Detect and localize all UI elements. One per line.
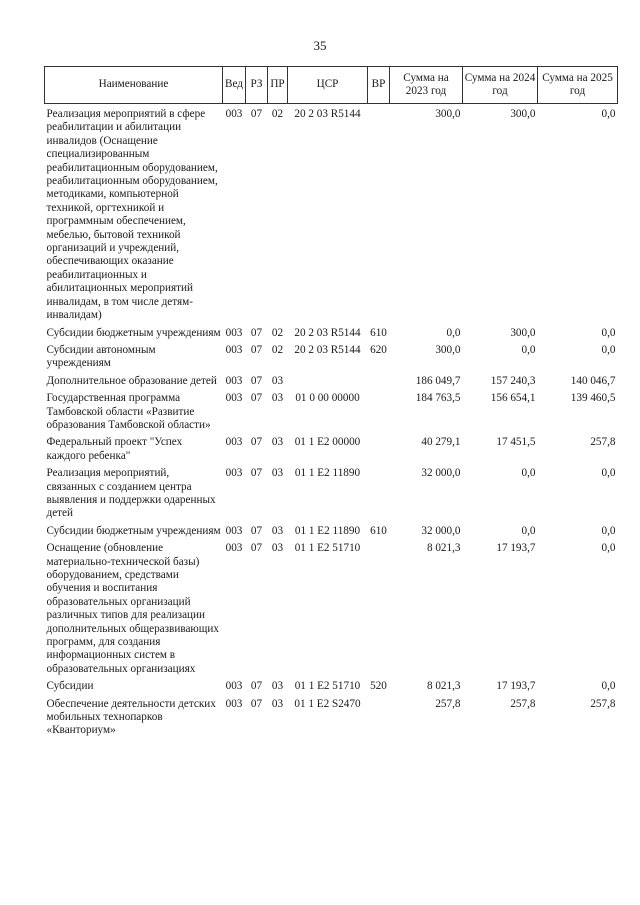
cell-csr: 20 2 03 R5144 (294, 108, 361, 120)
cell-ved: 003 (225, 326, 243, 339)
table-body (45, 104, 618, 742)
cell-sum-2024: 257,8 (510, 697, 536, 710)
budget-table (44, 66, 618, 742)
cell-sum-2024: 156 654,1 (490, 392, 536, 405)
table-row (45, 375, 618, 392)
cell-name: Оснащение (обновление материально-технической базы) оборудованием, средствами обучения и воспитания образовательных организаций различных типов для реализации дополнительных общеразвивающих программ, для создания информационных систем в образовательных организациях (46, 542, 219, 675)
header-rz: РЗ (246, 67, 268, 104)
cell-pr: 03 (271, 524, 284, 537)
cell-pr: 02 (271, 108, 284, 120)
cell-sum-2025: 257,8 (590, 436, 616, 449)
table-row (45, 467, 618, 525)
cell-name: Субсидии (46, 680, 94, 693)
table-row (45, 392, 618, 436)
cell-sum-2024: 17 451,5 (496, 436, 536, 449)
cell-rz: 07 (250, 436, 263, 449)
cell-rz: 07 (250, 524, 263, 537)
cell-vr (368, 467, 390, 525)
cell-sum-2024: 300,0 (510, 108, 536, 120)
table-row (45, 525, 618, 542)
cell-sum-2023: 8 021,3 (426, 542, 461, 555)
cell-ved: 003 (225, 467, 243, 480)
cell-ved: 003 (225, 108, 243, 120)
cell-ved: 003 (225, 374, 243, 387)
page-number: 35 (313, 38, 327, 53)
cell-rz: 07 (250, 374, 263, 387)
cell-sum-2023: 32 000,0 (421, 467, 461, 480)
cell-vr (368, 698, 390, 742)
cell-csr: 01 1 E2 00000 (294, 436, 361, 449)
cell-sum-2025: 0,0 (601, 343, 616, 356)
cell-rz: 07 (250, 108, 263, 120)
cell-sum-2025: 0,0 (601, 542, 616, 555)
cell-vr (368, 392, 390, 436)
cell-sum-2025: 257,8 (590, 697, 616, 710)
cell-sum-2023: 257,8 (435, 697, 461, 710)
cell-sum-2025: 0,0 (601, 326, 616, 339)
table-row (45, 542, 618, 680)
cell-sum-2023: 184 763,5 (415, 392, 461, 405)
cell-sum-2023: 32 000,0 (421, 524, 461, 537)
header-ved: Вед (223, 67, 246, 104)
cell-rz: 07 (250, 343, 263, 356)
cell-sum-2023: 300,0 (435, 108, 461, 120)
cell-csr: 20 2 03 R5144 (294, 326, 361, 339)
cell-pr: 03 (271, 467, 284, 480)
cell-sum-2024: 0,0 (521, 343, 536, 356)
cell-name: Государственная программа Тамбовской области «Развитие образования Тамбовской области» (46, 392, 211, 431)
cell-name: Реализация мероприятий в сфере реабилитации и абилитации инвалидов (Оснащение специализированным реабилитационным оборудованием, реабилитационным оборудованием, методиками, компьютерной техникой, оргтехникой и программным обеспечением, мебелью, бытовой техникой организаций и учреждений, обеспечивающих оказание реабилитационных и абилитационных мероприятий инвалидам, в том числе детям-инвалидам) (46, 108, 218, 322)
cell-ved: 003 (225, 392, 243, 405)
cell-rz: 07 (250, 392, 263, 405)
header-sum-2025: Сумма на 2025 год (538, 67, 618, 104)
cell-ved: 003 (225, 343, 243, 356)
cell-name: Субсидии бюджетным учреждениям (46, 524, 221, 537)
cell-csr: 01 1 E2 51710 (294, 680, 361, 693)
cell-vr (368, 375, 390, 392)
cell-sum-2025: 139 460,5 (570, 392, 616, 405)
cell-ved: 003 (225, 524, 243, 537)
cell-name: Реализация мероприятий, связанных с созданием центра выявления и поддержки одаренных детей (46, 467, 216, 520)
cell-sum-2023: 8 021,3 (426, 680, 461, 693)
table-row (45, 104, 618, 327)
cell-rz: 07 (250, 680, 263, 693)
cell-sum-2024: 17 193,7 (496, 542, 536, 555)
table-header (45, 67, 618, 104)
cell-rz: 07 (250, 542, 263, 555)
cell-sum-2024: 157 240,3 (490, 374, 536, 387)
header-vr: ВР (368, 67, 390, 104)
cell-name: Обеспечение деятельности детских мобильных технопарков «Кванториум» (46, 697, 216, 737)
table-row (45, 698, 618, 742)
cell-csr: 01 1 E2 11890 (294, 524, 361, 537)
header-pr: ПР (268, 67, 288, 104)
cell-csr: 01 1 E2 11890 (294, 467, 361, 480)
cell-csr: 01 0 00 00000 (295, 392, 360, 405)
cell-pr: 03 (271, 374, 284, 387)
cell-sum-2025: 0,0 (601, 524, 616, 537)
cell-sum-2023: 186 049,7 (415, 374, 461, 387)
header-sum-2024: Сумма на 2024 год (463, 67, 538, 104)
cell-sum-2025: 0,0 (601, 108, 616, 120)
table-row (45, 327, 618, 344)
header-csr: ЦСР (288, 67, 368, 104)
cell-pr: 03 (271, 392, 284, 405)
cell-csr: 01 1 E2 51710 (294, 542, 361, 555)
cell-sum-2023: 0,0 (446, 326, 461, 339)
table-row (45, 680, 618, 697)
cell-rz: 07 (250, 467, 263, 480)
cell-csr (288, 375, 368, 392)
cell-vr: 620 (370, 343, 387, 356)
cell-vr (368, 436, 390, 467)
cell-sum-2023: 300,0 (435, 343, 461, 356)
cell-name: Субсидии автономным учреждениям (46, 343, 156, 370)
cell-vr: 610 (370, 326, 387, 339)
cell-pr: 03 (271, 436, 284, 449)
header-name: Наименование (45, 67, 223, 104)
cell-pr: 03 (271, 680, 284, 693)
cell-ved: 003 (225, 680, 243, 693)
cell-rz: 07 (250, 697, 263, 710)
cell-sum-2024: 300,0 (510, 326, 536, 339)
cell-csr: 01 1 E2 S2470 (294, 697, 361, 710)
cell-rz: 07 (250, 326, 263, 339)
cell-sum-2025: 0,0 (601, 467, 616, 480)
cell-ved: 003 (225, 697, 243, 710)
cell-ved: 003 (225, 542, 243, 555)
cell-vr (368, 542, 390, 680)
cell-vr: 610 (370, 524, 387, 537)
cell-pr: 02 (271, 343, 284, 356)
cell-vr: 520 (370, 680, 387, 693)
cell-ved: 003 (225, 436, 243, 449)
cell-name: Субсидии бюджетным учреждениям (46, 326, 221, 339)
cell-sum-2025: 0,0 (601, 680, 616, 693)
cell-csr: 20 2 03 R5144 (294, 343, 361, 356)
table-row (45, 344, 618, 375)
cell-pr: 02 (271, 326, 284, 339)
table-row (45, 436, 618, 467)
cell-sum-2024: 17 193,7 (496, 680, 536, 693)
cell-sum-2024: 0,0 (521, 524, 536, 537)
cell-pr: 03 (271, 697, 284, 710)
cell-name: Дополнительное образование детей (46, 374, 217, 387)
cell-sum-2025: 140 046,7 (570, 374, 616, 387)
cell-name: Федеральный проект "Успех каждого ребенка" (46, 436, 183, 462)
header-sum-2023: Сумма на 2023 год (390, 67, 463, 104)
cell-vr (368, 104, 390, 327)
cell-sum-2023: 40 279,1 (421, 436, 461, 449)
cell-sum-2024: 0,0 (521, 467, 536, 480)
cell-pr: 03 (271, 542, 284, 555)
